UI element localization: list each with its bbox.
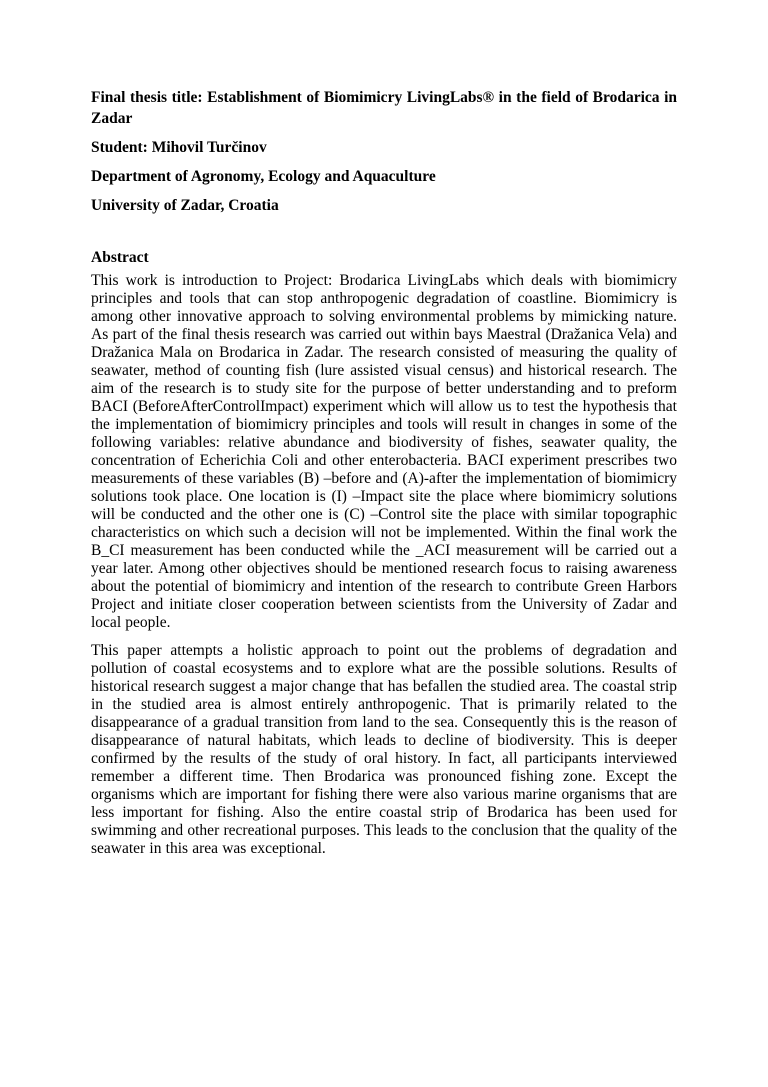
thesis-title: Final thesis title: Establishment of Biomimicry LivingLabs® in the field of Brodarica in Zadar — [91, 89, 677, 127]
abstract-paragraph-1: This work is introduction to Project: Brodarica LivingLabs which deals with biomimicry principles and tools that can stop anthropogenic degradation of coastline. Biomimicry is among other innovative approach to solving environmental problems by mimicking nature. As part of the final thesis research was carried out within bays Maestral (Dražanica Vela) and Dražanica Mala on Brodarica in Zadar. The research consisted of measuring the quality of seawater, method of counting fish (lure assisted visual census) and historical research. The aim of the research is to study site for the purpose of better understanding and to preform BACI (BeforeAfterControlImpact) experiment which will allow us to test the hypothesis that the implementation of biomimicry principles and tools will result in changes in some of the following variables: relative abundance and biodiversity of fishes, seawater quality, the concentration of Echerichia Coli and other enterobacteria. BACI experiment prescribes two measurements of these variables (B) –before and (A)-after the implementation of biomimicry solutions took place. One location is (I) –Impact site the place where biomimicry solutions will be conducted and the other one is (C) –Control site the place with similar topographic characteristics on which such a decision will not be implemented. Within the final work the B_CI measurement has been conducted while the _ACI measurement will be carried out a year later. Among other objectives should be mentioned research focus to raising awareness about the potential of biomimicry and intention of the research to contribute Green Harbors Project and initiate closer cooperation between scientists from the University of Zadar and local people. — [91, 272, 677, 631]
abstract-heading: Abstract — [91, 249, 149, 266]
student-line: Student: Mihovil Turčinov — [91, 139, 267, 156]
university-line: University of Zadar, Croatia — [91, 197, 279, 214]
abstract-section — [91, 247, 677, 858]
abstract-paragraph-2: This paper attempts a holistic approach to point out the problems of degradation and pollution of coastal ecosystems and to explore what are the possible solutions. Results of historical research suggest a major change that has befallen the studied area. The coastal strip in the studied area is almost entirely anthropogenic. That is primarily related to the disappearance of a gradual transition from land to the sea. Consequently this is the reason of disappearance of natural habitats, which leads to decline of biodiversity. This is deeper confirmed by the results of the study of oral history. In fact, all participants interviewed remember a different time. Then Brodarica was pronounced fishing zone. Except the organisms which are important for fishing there were also various marine organisms that are less important for fishing. Also the entire coastal strip of Brodarica has been used for swimming and other recreational purposes. This leads to the conclusion that the quality of the seawater in this area was exceptional. — [91, 642, 677, 857]
department-line: Department of Agronomy, Ecology and Aquaculture — [91, 168, 436, 185]
document-header — [91, 87, 677, 216]
